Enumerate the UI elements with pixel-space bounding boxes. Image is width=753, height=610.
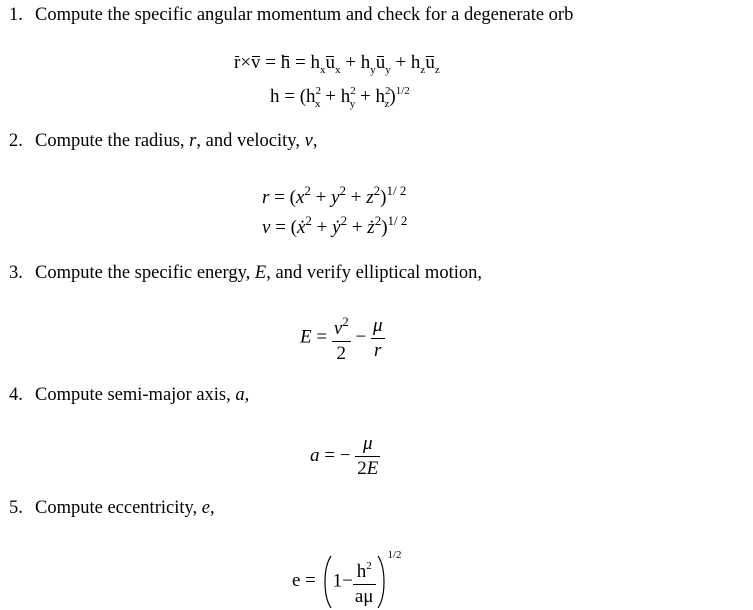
step-number: 3. [9, 263, 23, 283]
fraction-mu-over-r: $\frac{\mu}{r}$ [372, 314, 383, 361]
equation-velocity: v = (ẋ$^2$ + ẏ$^2$ + $ż^2)^{1/ 2}$ [262, 213, 408, 238]
fraction-h2-over-amu: $\frac{h^2}{a\mu}$ [354, 560, 374, 608]
equation-h-magnitude: $h = (h^2_x + h^2_y + h^2_z)^{1/2}$ [270, 85, 410, 110]
equation-radius: $r = (x^2 + y^2 + z^2)^{1/ 2}$ [262, 183, 407, 208]
fraction-v2-over-2: $\frac{v^2}{2}$ [333, 314, 349, 364]
left-paren [321, 554, 333, 610]
step-text: Compute the specific angular momentum and check for a degenerate orb [35, 5, 574, 25]
step-number: 1. [9, 5, 23, 25]
step-text: Compute the radius, r, and velocity, v, [35, 131, 318, 151]
equation-cross-product: $r\times v = h = h_xu_x + h_yu_y + h_zu_z$ [234, 52, 440, 76]
equation-eccentricity: e = 1− $\frac{h^2}{a\mu}$ $^{1/2}$ [292, 544, 402, 610]
right-paren [376, 554, 388, 610]
step-text: Compute eccentricity, e, [35, 498, 215, 518]
step-text: Compute the specific energy, E, and verify elliptical motion, [35, 263, 482, 283]
step-number: 5. [9, 498, 23, 518]
step-number: 4. [9, 385, 23, 405]
equation-energy: E = $\frac{v^2}{2}$ − $\frac{\mu}{r}$ [300, 310, 385, 366]
step-number: 2. [9, 131, 23, 151]
step-text: Compute semi-major axis, a, [35, 385, 250, 405]
equation-semi-major-axis: a = − $\frac{\mu}{2E}$ [310, 433, 379, 479]
fraction-mu-over-2e: $\frac{\mu}{2E}$ [357, 433, 379, 479]
